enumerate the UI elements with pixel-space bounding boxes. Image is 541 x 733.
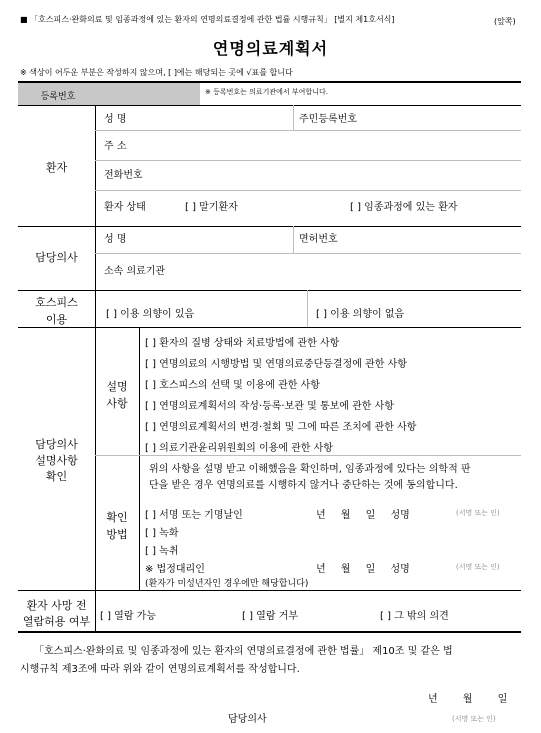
explanation-item-checkbox[interactable]: [ ] 환자의 질병 상태와 치료방법에 관한 사항: [145, 338, 340, 349]
confirm-method-label-2: 방법: [106, 528, 128, 541]
sign-or-seal-note: (서명 또는 인): [456, 509, 500, 517]
explanation-label-2: 설명사항: [35, 454, 78, 467]
hospice-no-checkbox[interactable]: [ ] 이용 의향이 없음: [316, 309, 405, 320]
legal-rep-label: ※ 법정대리인: [145, 564, 205, 575]
method-record-checkbox[interactable]: [ ] 녹화: [145, 528, 179, 539]
divider: [18, 590, 521, 591]
footer-doctor-label: 담당의사: [228, 714, 267, 725]
confirm-text-line-2: 단을 받은 경우 연명의료를 시행하지 않거나 중단하는 것에 동의합니다.: [149, 480, 458, 491]
statement-line-2: 시행규칙 제3조에 따라 위와 같이 연명의료계획서를 작성합니다.: [20, 664, 300, 675]
status-dying-checkbox[interactable]: [ ] 임종과정에 있는 환자: [350, 202, 458, 213]
divider: [293, 105, 294, 130]
divider: [95, 130, 521, 131]
legal-rep-date-name: 년 월 일 성명: [316, 564, 410, 575]
instruction-text: ※ 색상이 어두운 부분은 작성하지 않으며, [ ]에는 해당되는 곳에 √표를 합니다: [20, 68, 293, 77]
viewing-allow-checkbox[interactable]: [ ] 열람 가능: [100, 611, 156, 622]
method-sign-checkbox[interactable]: [ ] 서명 또는 기명날인: [145, 510, 243, 521]
divider: [18, 226, 521, 227]
explanation-item-checkbox[interactable]: [ ] 연명의료계획서의 작성·등록·보관 및 통보에 관한 사항: [145, 401, 394, 412]
confirm-method-label-1: 확인: [106, 511, 128, 524]
patient-address-label: 주 소: [104, 141, 127, 152]
footer-sign-note: (서명 또는 인): [452, 715, 496, 723]
divider: [293, 226, 294, 253]
divider: [95, 455, 521, 456]
hospice-yes-checkbox[interactable]: [ ] 이용 의향이 있음: [106, 309, 195, 320]
doctor-label: 담당의사: [35, 251, 78, 264]
divider: [95, 160, 521, 161]
patient-status-label: 환자 상태: [104, 202, 146, 213]
form-title: 연명의료계획서: [212, 39, 329, 58]
table-top-border: [18, 81, 521, 83]
explanation-label-1: 담당의사: [35, 438, 78, 451]
patient-name-label: 성 명: [104, 114, 127, 125]
divider: [18, 290, 521, 291]
hospice-label-1: 호스피스: [35, 296, 78, 309]
viewing-deny-checkbox[interactable]: [ ] 열람 거부: [242, 611, 298, 622]
viewing-other-checkbox[interactable]: [ ] 그 밖의 의견: [380, 611, 449, 622]
page-side-label: (앞쪽): [494, 17, 516, 26]
footer-date: 년 월 일: [428, 694, 508, 705]
doctor-license-label: 면허번호: [299, 234, 338, 245]
divider: [95, 190, 521, 191]
divider: [307, 290, 308, 327]
explanation-item-checkbox[interactable]: [ ] 연명의료계획서의 변경·철회 및 그에 따른 조치에 관한 사항: [145, 422, 417, 433]
viewing-label-1: 환자 사망 전: [26, 599, 87, 612]
statement-line-1: 「호스피스·완화의료 및 임종과정에 있는 환자의 연명의료결정에 관한 법률」 제10조 및 같은 법: [34, 646, 453, 657]
explanation-sub-label-1: 설명: [106, 380, 128, 393]
explanation-sub-label-2: 사항: [106, 397, 128, 410]
registration-note: ※ 등록번호는 의료기관에서 부여합니다.: [205, 88, 328, 96]
registration-label: 등록번호: [40, 92, 76, 102]
status-terminal-checkbox[interactable]: [ ] 말기환자: [185, 202, 238, 213]
method-date-name: 년 월 일 성명: [316, 510, 410, 521]
doctor-institution-label: 소속 의료기관: [104, 266, 166, 277]
method-audio-checkbox[interactable]: [ ] 녹취: [145, 546, 179, 557]
legal-rep-sign-note: (서명 또는 인): [456, 563, 500, 571]
hospice-label-2: 이용: [45, 313, 68, 326]
minor-note: (환자가 미성년자인 경우에만 해당합니다): [145, 579, 309, 589]
regulation-header: ■ 「호스피스·완화의료 및 임종과정에 있는 환자의 연명의료결정에 관한 법률 시행규칙」 [별지 제1호서식]: [20, 15, 395, 24]
sub-column-divider: [139, 327, 140, 590]
explanation-item-checkbox[interactable]: [ ] 의료기관윤리위원회의 이용에 관한 사항: [145, 443, 333, 454]
explanation-item-checkbox[interactable]: [ ] 호스피스의 선택 및 이용에 관한 사항: [145, 380, 320, 391]
divider: [95, 253, 521, 254]
divider: [18, 327, 521, 328]
divider: [18, 105, 521, 106]
doctor-name-label: 성 명: [104, 234, 127, 245]
patient-phone-label: 전화번호: [104, 170, 143, 181]
patient-rrn-label: 주민등록번호: [299, 114, 357, 125]
table-bottom-border: [18, 631, 521, 633]
viewing-label-2: 열람허용 여부: [22, 615, 91, 628]
divider: [95, 590, 96, 631]
patient-label: 환자: [45, 161, 68, 174]
confirm-text-line-1: 위의 사항을 설명 받고 이해했음을 확인하며, 임종과정에 있다는 의학적 판: [149, 464, 471, 475]
explanation-label-3: 확인: [45, 470, 68, 483]
explanation-item-checkbox[interactable]: [ ] 연명의료의 시행방법 및 연명의료중단등결정에 관한 사항: [145, 359, 407, 370]
